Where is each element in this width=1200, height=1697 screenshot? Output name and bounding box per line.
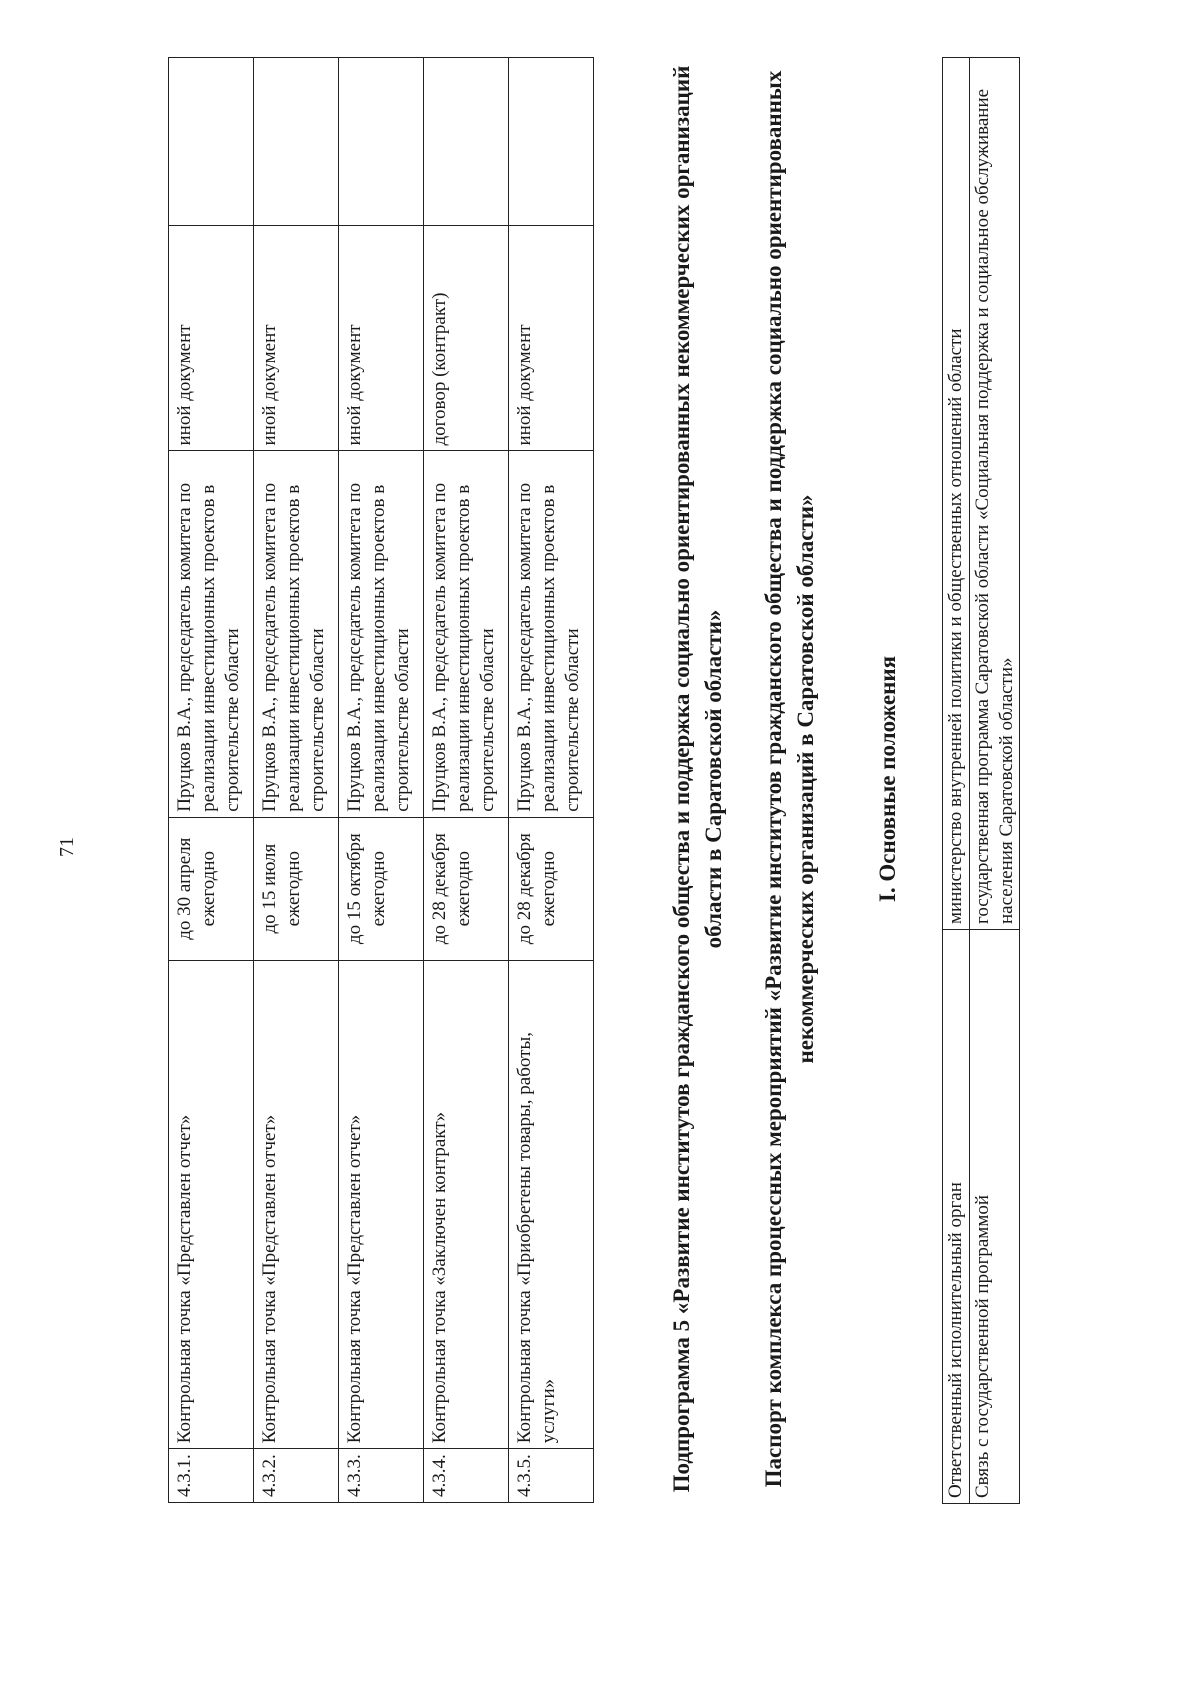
empty-cell: [424, 58, 509, 226]
provision-value-cell: министерство внутренней политики и общественных отношений области: [943, 58, 970, 930]
responsible-cell: Пруцков В.А., председатель комитета по реализации инвестиционных проектов в строительстве области: [339, 451, 424, 817]
row-number-cell: 4.3.5.: [509, 1449, 594, 1503]
provision-value-cell: государственная программа Саратовской области «Социальная поддержка и социальное обслуживание населения Саратовской области»: [969, 58, 1020, 930]
row-number-cell: 4.3.2.: [254, 1449, 339, 1503]
document-type-cell: иной документ: [169, 225, 254, 451]
subprogram-title: Подпрограмма 5 «Развитие институтов гражданского общества и поддержка социально ориентированных некоммерческих организаций области в Саратовской области»: [669, 65, 727, 1493]
control-point-cell: Контрольная точка «Приобретены товары, работы, услуги»: [509, 960, 594, 1449]
table-row: [943, 58, 970, 1504]
table-row: [254, 58, 339, 1503]
basic-provisions-table: [942, 57, 1020, 1504]
control-point-cell: Контрольная точка «Заключен контракт»: [424, 960, 509, 1449]
deadline-cell: до 28 декабря ежегодно: [509, 817, 594, 960]
provision-label-cell: Связь с государственной программой: [969, 930, 1020, 1504]
empty-cell: [509, 58, 594, 226]
row-number-cell: 4.3.4.: [424, 1449, 509, 1503]
document-type-cell: иной документ: [254, 225, 339, 451]
deadline-cell: до 30 апреля ежегодно: [169, 817, 254, 960]
control-point-cell: Контрольная точка «Представлен отчет»: [254, 960, 339, 1449]
page-number: 71: [56, 837, 78, 857]
empty-cell: [169, 58, 254, 226]
control-point-cell: Контрольная точка «Представлен отчет»: [169, 960, 254, 1449]
control-point-cell: Контрольная точка «Представлен отчет»: [339, 960, 424, 1449]
row-number-cell: 4.3.1.: [169, 1449, 254, 1503]
table-row: [969, 58, 1020, 1504]
table-row: [509, 58, 594, 1503]
provision-label-cell: Ответственный исполнительный орган: [943, 930, 970, 1504]
responsible-cell: Пруцков В.А., председатель комитета по реализации инвестиционных проектов в строительстве области: [254, 451, 339, 817]
empty-cell: [339, 58, 424, 226]
empty-cell: [254, 58, 339, 226]
deadline-cell: до 28 декабря ежегодно: [424, 817, 509, 960]
table-row: [424, 58, 509, 1503]
deadline-cell: до 15 октября ежегодно: [339, 817, 424, 960]
row-number-cell: 4.3.3.: [339, 1449, 424, 1503]
section-title: I. Основные положения: [875, 655, 900, 903]
responsible-cell: Пруцков В.А., председатель комитета по реализации инвестиционных проектов в строительстве области: [509, 451, 594, 817]
document-type-cell: договор (контракт): [424, 225, 509, 451]
document-type-cell: иной документ: [509, 225, 594, 451]
passport-title: Паспорт комплекса процессных мероприятий «Развитие институтов гражданского общества и поддержка социально ориентированных некоммерческих организаций в Саратовской области»: [761, 70, 819, 1488]
table-row: [169, 58, 254, 1503]
deadline-cell: до 15 июля ежегодно: [254, 817, 339, 960]
responsible-cell: Пруцков В.А., председатель комитета по реализации инвестиционных проектов в строительстве области: [424, 451, 509, 817]
document-type-cell: иной документ: [339, 225, 424, 451]
responsible-cell: Пруцков В.А., председатель комитета по реализации инвестиционных проектов в строительстве области: [169, 451, 254, 817]
control-points-table: [168, 57, 594, 1503]
table-row: [339, 58, 424, 1503]
